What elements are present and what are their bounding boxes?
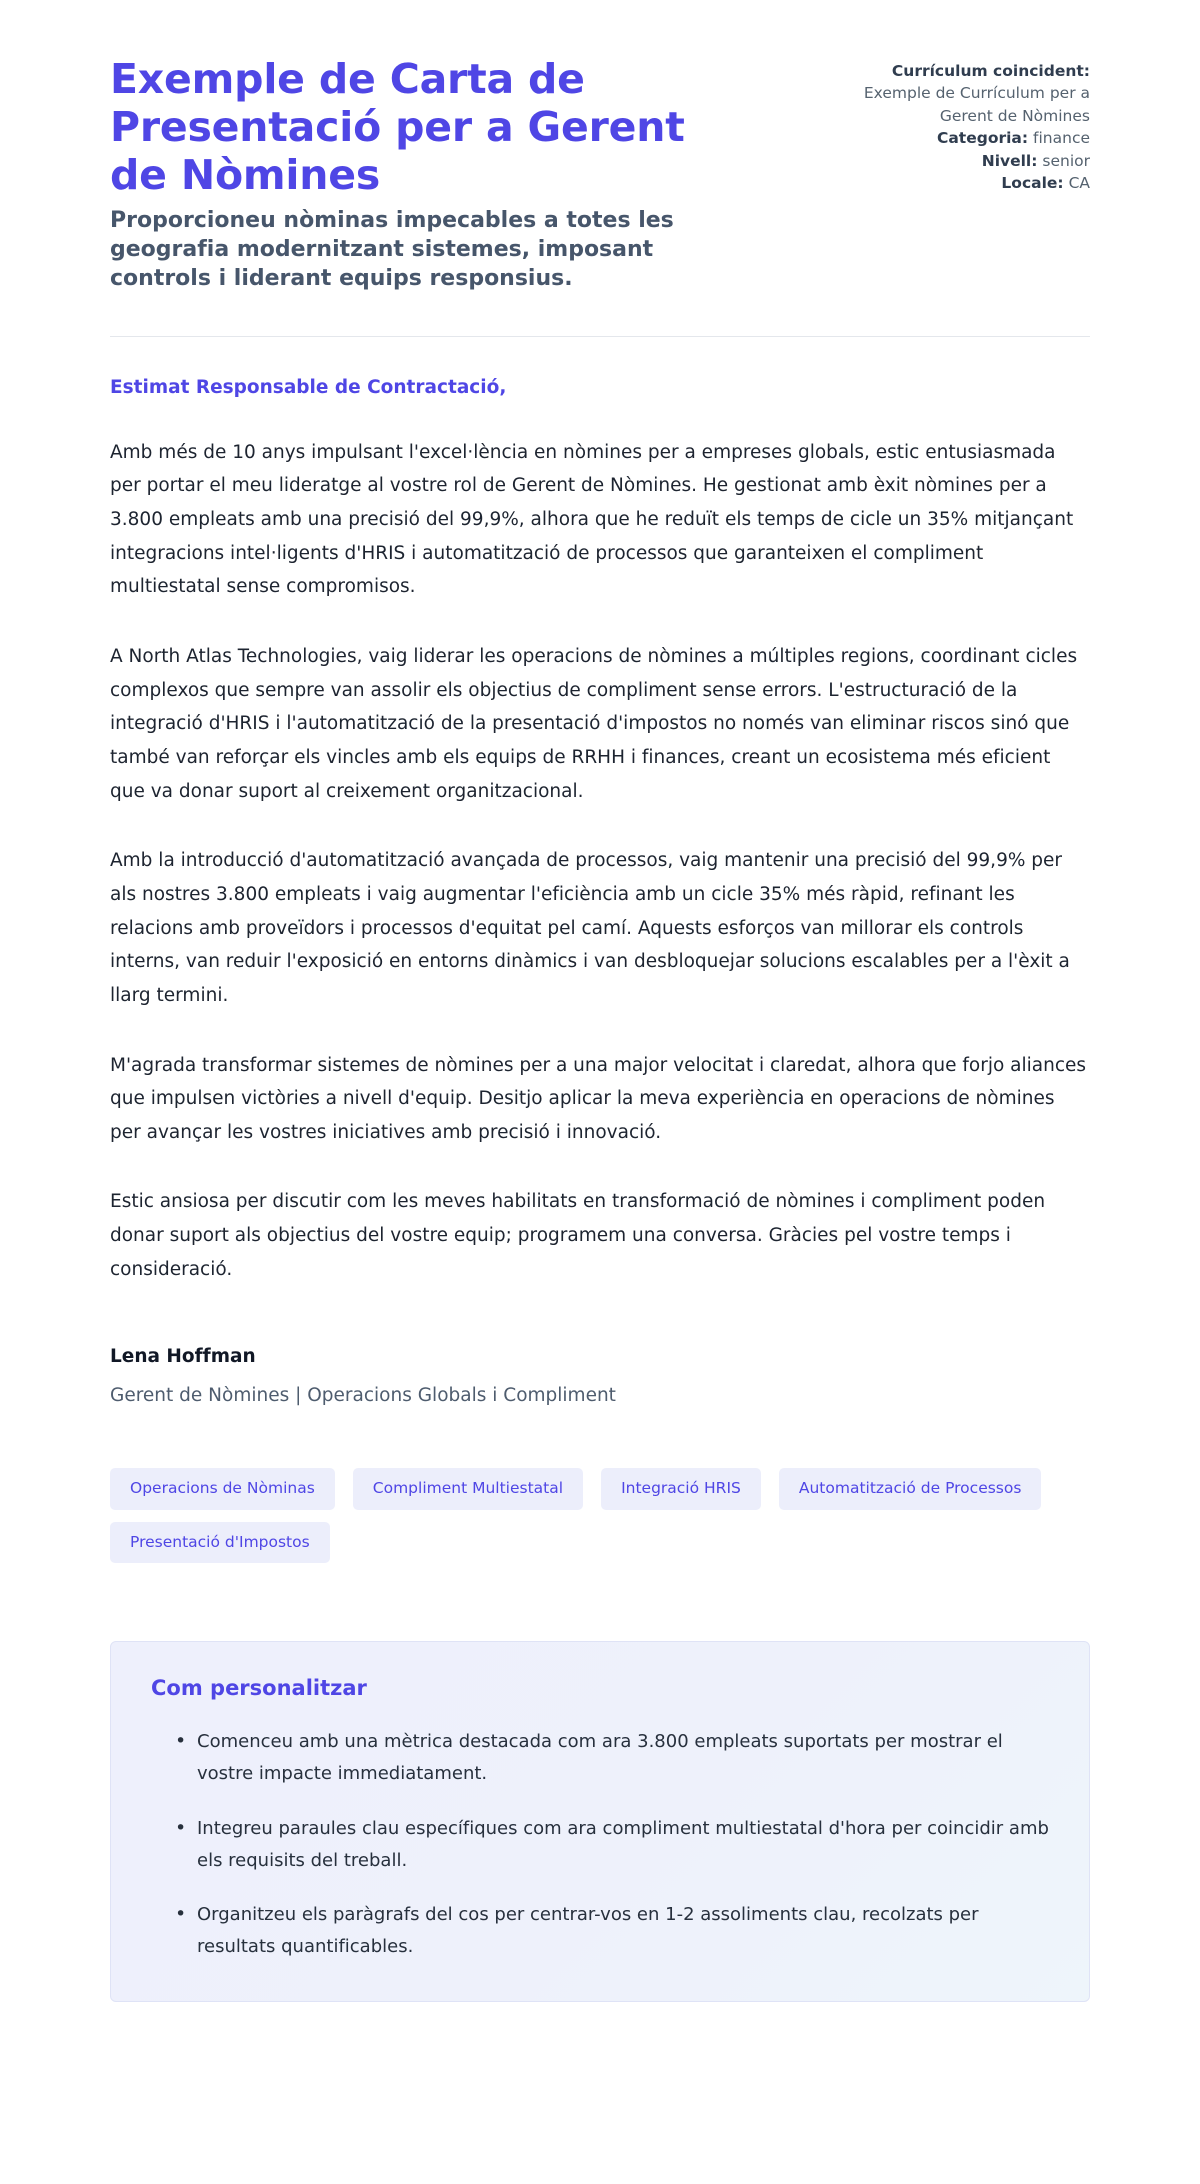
letter-paragraph-2: A North Atlas Technologies, vaig liderar les operacions de nòmines a múltiples regions, coordinant cicles complexos que sempre van assolir els objectius de compliment sense errors. L'estructuració de la integració d'HRIS i l'automatització de la presentació d'impostos no només van eliminar riscos sinó que també van reforçar els vincles amb els equips de RRHH i finances, creant un ecosistema més eficient que va donar suport al creixement organitzacional.	[110, 645, 1078, 802]
skill-tag[interactable]: Presentació d'Impostos	[110, 1522, 330, 1564]
callout-title: Com personalitzar	[151, 1676, 367, 1701]
meta-level-label: Nivell:	[981, 151, 1038, 170]
list-item: • Organitzeu els paràgrafs del cos per centrar-vos en 1-2 assoliments clau, recolzats per resultats quantificables.	[175, 1899, 1049, 1963]
page-header	[110, 56, 1090, 294]
page-title: Exemple de Carta de Presentació per a Gerent de Nòmines	[110, 55, 685, 199]
letter-paragraph-1: Amb més de 10 anys impulsant l'excel·lència en nòmines per a empreses globals, estic entusiasmada per portar el meu lideratge al vostre rol de Gerent de Nòmines. He gestionat amb èxit nòmines per a 3.800 empleats amb una precisió del 99,9%, alhora que he reduït els temps de cicle un 35% mitjançant integracions intel·ligents d'HRIS i automatització de processos que garanteixen el compliment multiestatal sense compromisos.	[110, 441, 1074, 598]
skill-tag[interactable]: Integració HRIS	[601, 1468, 761, 1510]
meta-matching-resume-value: Exemple de Currículum per a Gerent de Nòmines	[863, 84, 1090, 125]
meta-category	[840, 127, 1090, 149]
header-title-block	[110, 56, 770, 294]
how-to-customize-callout	[110, 1641, 1090, 2001]
skill-tag[interactable]: Operacions de Nòminas	[110, 1468, 335, 1510]
meta-level-value: senior	[1042, 151, 1090, 170]
skill-tag-list	[110, 1468, 1090, 1563]
signature-name: Lena Hoffman	[110, 1346, 256, 1368]
meta-locale-label: Locale:	[1001, 174, 1064, 193]
signature-role: Gerent de Nòmines | Operacions Globals i Compliment	[110, 1385, 616, 1407]
letter-body	[110, 337, 1090, 1407]
letter-paragraph-4: M'agrada transformar sistemes de nòmines per a una major velocitat i claredat, alhora que forjo aliances que impulsen victòries a nivell d'equip. Desitjo aplicar la meva experiència en operacions de nòmines per avançar les vostres iniciatives amb precisió i innovació.	[110, 1054, 1087, 1143]
signature-block	[110, 1346, 1090, 1406]
meta-matching-resume-label: Currículum coincident:	[891, 62, 1090, 80]
skill-tag[interactable]: Compliment Multiestatal	[353, 1468, 583, 1510]
page-subtitle: Proporcioneu nòminas impecables a totes les geografia modernitzant sistemes, imposant controls i liderant equips responsius.	[110, 207, 674, 292]
meta-matching-resume	[840, 60, 1090, 82]
meta-category-value: finance	[1033, 129, 1090, 148]
letter-paragraph-5: Estic ansiosa per discutir com les meves habilitats en transformació de nòmines i compliment poden donar suport als objectius del vostre equip; programem una conversa. Gràcies pel vostre temps i consideració.	[110, 1191, 1046, 1280]
meta-locale	[840, 172, 1090, 194]
list-item: • Integreu paraules clau específiques com ara compliment multiestatal d'hora per coincidir amb els requisits del treball.	[175, 1813, 1049, 1877]
meta-category-label: Categoria:	[936, 129, 1029, 148]
skill-tag[interactable]: Automatització de Processos	[779, 1468, 1042, 1510]
meta-level	[840, 150, 1090, 172]
meta-locale-value: CA	[1068, 174, 1090, 193]
metadata-panel	[840, 56, 1090, 195]
letter-paragraph-3: Amb la introducció d'automatització avançada de processos, vaig mantenir una precisió del 99,9% per als nostres 3.800 empleats i vaig augmentar l'eficiència amb un cicle 35% més ràpid, refinant les relacions amb proveïdors i processos d'equitat pel camí. Aquests esforços van millorar els controls interns, van reduir l'exposició en entorns dinàmics i van desbloquejar solucions escalables per a l'èxit a llarg termini.	[110, 850, 1070, 1006]
callout-tip-list	[151, 1726, 1049, 1962]
list-item: • Comenceu amb una mètrica destacada com ara 3.800 empleats suportats per mostrar el vostre impacte immediatament.	[175, 1726, 1049, 1790]
letter-salutation: Estimat Responsable de Contractació,	[110, 376, 507, 398]
